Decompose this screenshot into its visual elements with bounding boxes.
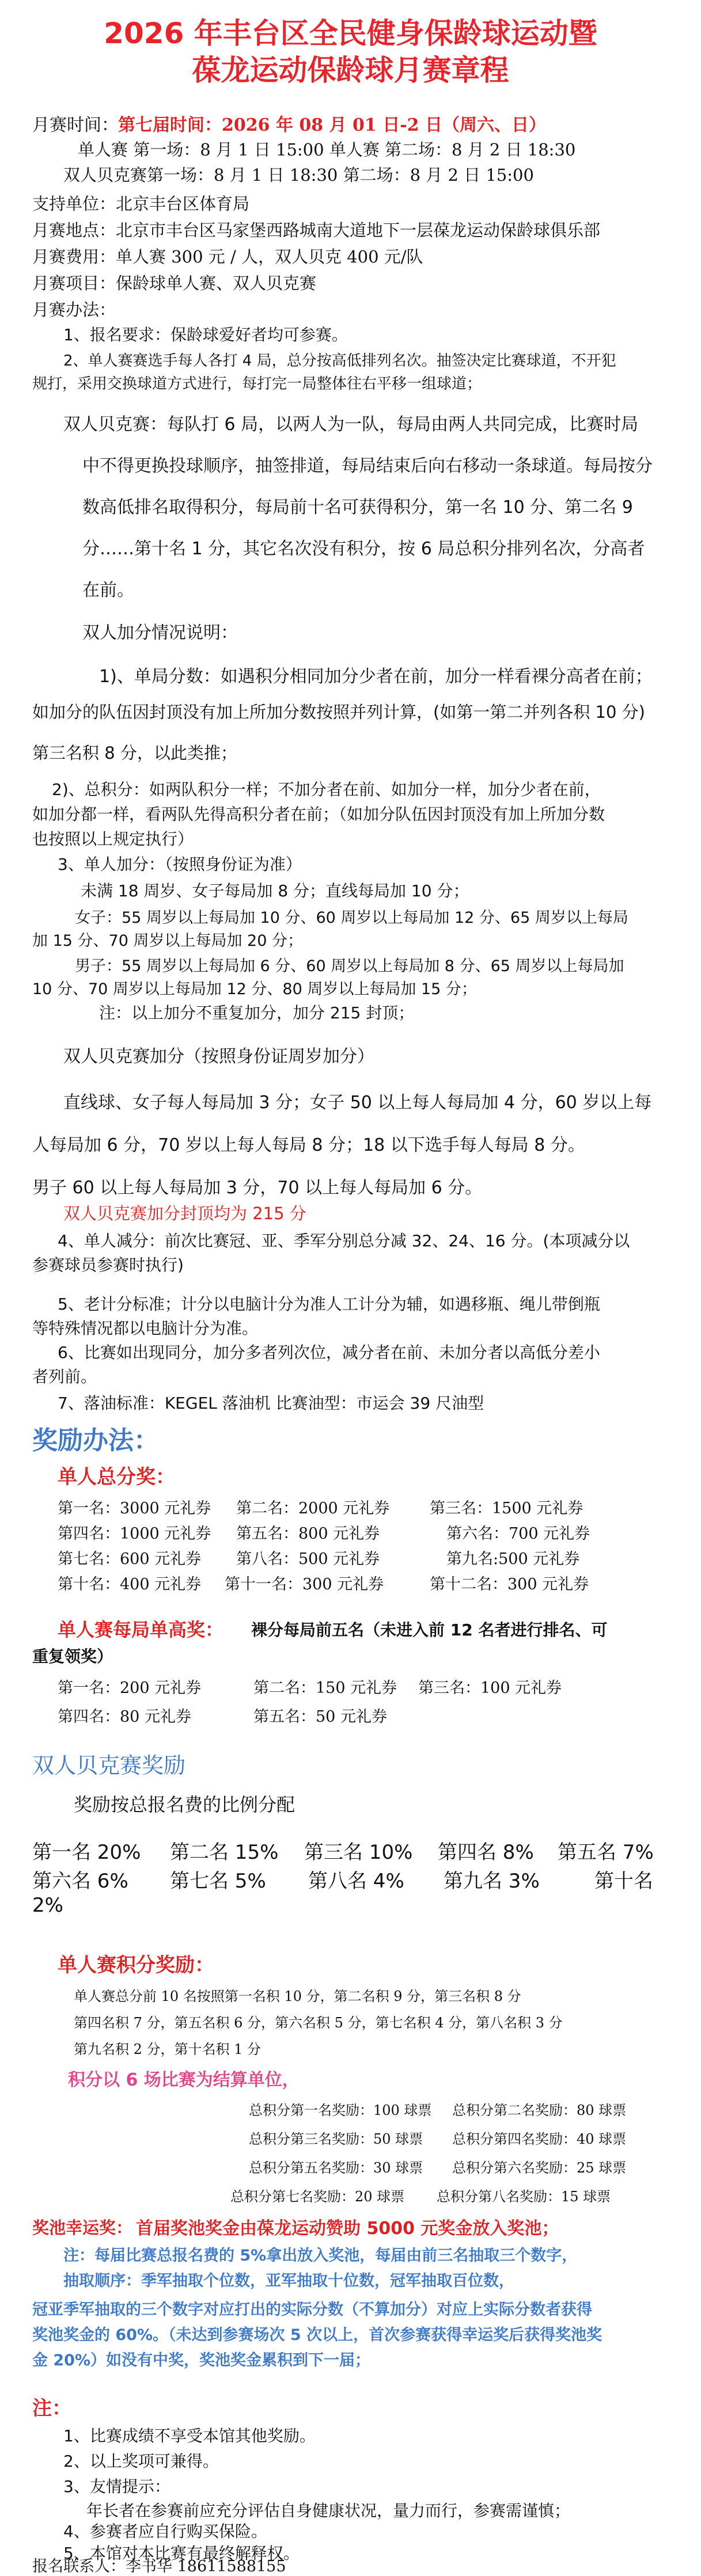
singles-high-cell: 第二名：150 元礼券 xyxy=(253,1679,397,1697)
baker-rule-line4: 分……第十名 1 分，其它名次没有积分，按 6 局总积分排列名次，分高者 xyxy=(82,539,645,559)
support-unit: 支持单位：北京丰台区体育局 xyxy=(32,194,250,214)
points-prize-cell: 总积分第七名奖励：20 球票 xyxy=(230,2189,405,2205)
baker-rule-line1: 双人贝克赛：每队打 6 局，以两人为一队，每局由两人共同完成，比赛时局 xyxy=(63,414,639,435)
doubles-reward-cell: 第二名 15% xyxy=(170,1841,279,1864)
singles-total-cell: 第四名：1000 元礼券 xyxy=(58,1525,211,1543)
doubles-reward-cell: 第五名 7% xyxy=(558,1841,654,1864)
points-settle: 积分以 6 场比赛为结算单位， xyxy=(68,2070,300,2090)
rewards-heading: 奖励办法： xyxy=(32,1426,159,1455)
rule-3c-line2: 10 分、70 周岁以上每局加 12 分、80 周岁以上每局加 15 分； xyxy=(32,980,477,998)
rule-3: 3、单人加分：（按照身份证为准） xyxy=(58,855,302,874)
doubles-reward-cell: 第七名 5% xyxy=(170,1870,266,1893)
points-prize-cell: 总积分第五名奖励：30 球票 xyxy=(249,2160,423,2176)
rule-3c-line1: 男子：55 周岁以上每局加 6 分、60 周岁以上每局加 8 分、65 周岁以上每局加 xyxy=(75,957,624,975)
singles-total-cell: 第九名:500 元礼券 xyxy=(446,1550,580,1568)
points-reward-heading: 单人赛积分奖励： xyxy=(58,1954,214,1977)
baker-bonus-cap: 双人贝克赛加分封顶均为 215 分 xyxy=(63,1204,306,1223)
bonus-2-line1: 2)、总积分：如两队积分一样；不加分者在前、如加分一样，加分少者在前， xyxy=(52,780,601,799)
doubles-reward-cell: 第一名 20% xyxy=(32,1841,141,1864)
points-line2: 第四名积 7 分，第五名积 6 分，第六名积 5 分，第七名积 4 分，第八名积 3 分 xyxy=(74,2015,563,2031)
singles-schedule: 单人赛 第一场：8 月 1 日 15:00 单人赛 第二场：8 月 2 日 18:30 xyxy=(78,140,576,159)
rule-5-line1: 5、老计分标准；计分以电脑计分为准人工计分为辅，如遇移瓶、绳儿带倒瓶 xyxy=(58,1295,600,1314)
points-prize-cell: 总积分第八名奖励：15 球票 xyxy=(437,2189,611,2205)
note-2: 2、以上奖项可兼得。 xyxy=(63,2452,219,2471)
note-4: 4、参赛者应自行购买保险。 xyxy=(63,2522,267,2541)
rule-3-note: 注：以上加分不重复加分，加分 215 封顶； xyxy=(99,1003,415,1022)
note-5: 5、本馆对本比赛有最终解释权。 xyxy=(63,2544,300,2563)
contact: 报名联系人：李书华 18611588155 xyxy=(32,2558,286,2575)
singles-total-cell: 第八名：500 元礼券 xyxy=(236,1550,380,1568)
rule-2-line2: 规打，采用交换球道方式进行，每打完一局整体往右平移一组球道； xyxy=(32,375,482,393)
rule-4-line1: 4、单人减分：前次比赛冠、亚、季军分别总分减 32、24、16 分。(本项减分以 xyxy=(58,1231,630,1250)
singles-high-desc-line2: 重复领奖） xyxy=(32,1647,113,1666)
singles-total-heading: 单人总分奖： xyxy=(58,1466,175,1489)
doubles-reward-cell: 2% xyxy=(32,1894,63,1917)
points-line1: 单人赛总分前 10 名按照第一名积 10 分，第二名积 9 分，第三名积 8 分 xyxy=(74,1988,521,2004)
singles-high-cell: 第三名：100 元礼券 xyxy=(418,1679,562,1697)
doubles-reward-cell: 第六名 6% xyxy=(32,1870,128,1893)
points-prize-cell: 总积分第四名奖励：40 球票 xyxy=(452,2131,627,2147)
rule-3b-line1: 女子：55 周岁以上每局加 10 分、60 周岁以上每局加 12 分、65 周岁以上每局 xyxy=(75,909,628,927)
note-3: 3、友情提示： xyxy=(63,2477,170,2496)
rule-3b-line2: 加 15 分、70 周岁以上每局加 20 分； xyxy=(32,932,303,950)
singles-total-cell: 第七名：600 元礼券 xyxy=(58,1550,202,1568)
bonus-2-line3: 也按照以上规定执行） xyxy=(32,830,194,848)
baker-bonus-line2: 人每局加 6 分，70 岁以上每人每局 8 分；18 以下选手每人每局 8 分。 xyxy=(32,1135,585,1155)
note-3-detail: 年长者在参赛前应充分评估自身健康状况，量力而行，参赛需谨慎； xyxy=(86,2501,571,2520)
rule-2-line1: 2、单人赛赛选手每人各打 4 局，总分按高低排列名次。抽签决定比赛球道，不开犯 xyxy=(63,352,616,370)
doubles-reward-cell: 第十名 xyxy=(594,1870,653,1893)
baker-rule-line3: 数高低排名取得积分，每局前十名可获得积分，第一名 10 分、第二名 9 xyxy=(82,497,633,518)
title-line-2: 葆龙运动保龄球月赛章程 xyxy=(192,54,509,87)
singles-total-cell: 第十一名：300 元礼券 xyxy=(225,1576,384,1593)
rule-6-line2: 者列前。 xyxy=(32,1367,97,1386)
points-prize-cell: 总积分第三名奖励：50 球票 xyxy=(249,2131,423,2147)
singles-total-cell: 第十二名：300 元礼券 xyxy=(430,1576,589,1593)
jackpot-line5: 奖池奖金的 60%。（未达到参赛场次 5 次以上，首次参赛获得幸运奖后获得奖池奖 xyxy=(32,2326,603,2344)
baker-rule-line5: 在前。 xyxy=(82,580,134,600)
baker-rule-line2: 中不得更换投球顺序，抽签排道，每局结束后向右移动一条球道。每局按分 xyxy=(82,456,653,476)
singles-total-cell: 第二名：2000 元礼券 xyxy=(236,1500,390,1517)
bonus-1-line3: 第三名积 8 分，以此类推； xyxy=(32,743,237,763)
rule-1: 1、报名要求：保龄球爱好者均可参赛。 xyxy=(63,325,348,344)
points-prize-cell: 总积分第二名奖励：80 球票 xyxy=(452,2102,627,2118)
points-prize-cell: 总积分第一名奖励：100 球票 xyxy=(249,2102,432,2118)
jackpot-line6: 金 20%）如没有中奖，奖池奖金累积到下一届； xyxy=(32,2351,371,2369)
singles-total-cell: 第三名：1500 元礼券 xyxy=(430,1500,583,1517)
rule-5-line2: 等特殊情况都以电脑计分为准。 xyxy=(32,1319,259,1338)
singles-total-cell: 第一名：3000 元礼券 xyxy=(58,1500,211,1517)
points-line3: 第九名积 2 分，第十名积 1 分 xyxy=(74,2041,262,2057)
doubles-reward-cell: 第八名 4% xyxy=(308,1870,404,1893)
doubles-reward-heading: 双人贝克赛奖励 xyxy=(32,1753,186,1778)
bonus-2-line2: 如加分都一样，看两队先得高积分者在前；（如加分队伍因封顶没有加上所加分数 xyxy=(32,805,605,824)
singles-high-desc-line1: 裸分每局前五名（未进入前 12 名者进行排名、可 xyxy=(251,1620,608,1639)
jackpot-line1: 首届奖池奖金由葆龙运动赞助 5000 元奖金放入奖池； xyxy=(136,2219,559,2239)
time-label: 月赛时间： xyxy=(32,115,119,135)
rule-7: 7、落油标准：KEGEL 落油机 比赛油型：市运会 39 尺油型 xyxy=(58,1394,484,1413)
bonus-1-line1: 1)、单局分数：如遇积分相同加分少者在前，加分一样看裸分高者在前； xyxy=(99,667,653,687)
note-1: 1、比赛成绩不享受本馆其他奖励。 xyxy=(63,2426,316,2445)
baker-bonus-line3: 男子 60 以上每人每局加 3 分，70 以上每人每局加 6 分。 xyxy=(32,1178,483,1198)
doubles-reward-cell: 第九名 3% xyxy=(444,1870,540,1893)
doubles-reward-desc: 奖励按总报名费的比例分配 xyxy=(74,1794,295,1816)
bonus-title: 双人加分情况说明： xyxy=(82,623,238,643)
singles-total-cell: 第十名：400 元礼券 xyxy=(58,1576,202,1593)
events: 月赛项目：保龄球单人赛、双人贝克赛 xyxy=(32,273,317,293)
notes-heading: 注： xyxy=(32,2397,71,2420)
doubles-reward-cell: 第四名 8% xyxy=(438,1841,534,1864)
singles-total-cell: 第六名：700 元礼券 xyxy=(446,1525,590,1543)
singles-high-heading: 单人赛每局单高奖： xyxy=(58,1619,224,1641)
fee: 月赛费用：单人赛 300 元 / 人，双人贝克 400 元/队 xyxy=(32,247,423,267)
title-line-1: 2026 年丰台区全民健身保龄球运动暨 xyxy=(104,17,597,50)
baker-bonus-title: 双人贝克赛加分（按照身份证周岁加分） xyxy=(63,1047,374,1067)
jackpot-label: 奖池幸运奖： xyxy=(32,2218,133,2238)
rule-6-line1: 6、比赛如出现同分，加分多者列次位，减分者在前、未加分者以高低分差小 xyxy=(58,1343,600,1362)
jackpot-line4: 冠亚季军抽取的三个数字对应打出的实际分数（不算加分）对应上实际分数者获得 xyxy=(32,2301,592,2319)
doubles-reward-cell: 第三名 10% xyxy=(304,1841,413,1864)
method-label: 月赛办法： xyxy=(32,300,116,319)
jackpot-line2: 注：每届比赛总报名费的 5%拿出放入奖池，每届由前三名抽取三个数字， xyxy=(63,2247,578,2265)
singles-high-cell: 第四名：80 元礼券 xyxy=(58,1708,191,1726)
singles-total-cell: 第五名：800 元礼券 xyxy=(236,1525,380,1543)
singles-high-cell: 第一名：200 元礼券 xyxy=(58,1679,202,1697)
points-prize-cell: 总积分第六名奖励：25 球票 xyxy=(452,2160,627,2176)
time-value: 第七届时间：2026 年 08 月 01 日-2 日（周六、日） xyxy=(118,115,546,135)
baker-bonus-line1: 直线球、女子每人每局加 3 分；女子 50 以上每人每局加 4 分，60 岁以上每 xyxy=(63,1093,652,1113)
jackpot-line3: 抽取顺序：季军抽取个位数，亚军抽取十位数，冠军抽取百位数， xyxy=(63,2272,514,2290)
bonus-1-line2: 如加分的队伍因封顶没有加上所加分数按照并列计算，(如第一第二并列各积 10 分) xyxy=(32,702,645,722)
rule-3a: 未满 18 周岁、女子每局加 8 分；直线每局加 10 分； xyxy=(81,881,469,900)
singles-high-cell: 第五名：50 元礼券 xyxy=(253,1708,387,1726)
rule-4-line2: 参赛球员参赛时执行) xyxy=(32,1255,184,1274)
venue: 月赛地点：北京市丰台区马家堡西路城南大道地下一层葆龙运动保龄球俱乐部 xyxy=(32,220,601,240)
doubles-schedule: 双人贝克赛第一场：8 月 1 日 18:30 第二场：8 月 2 日 15:00 xyxy=(63,165,534,185)
